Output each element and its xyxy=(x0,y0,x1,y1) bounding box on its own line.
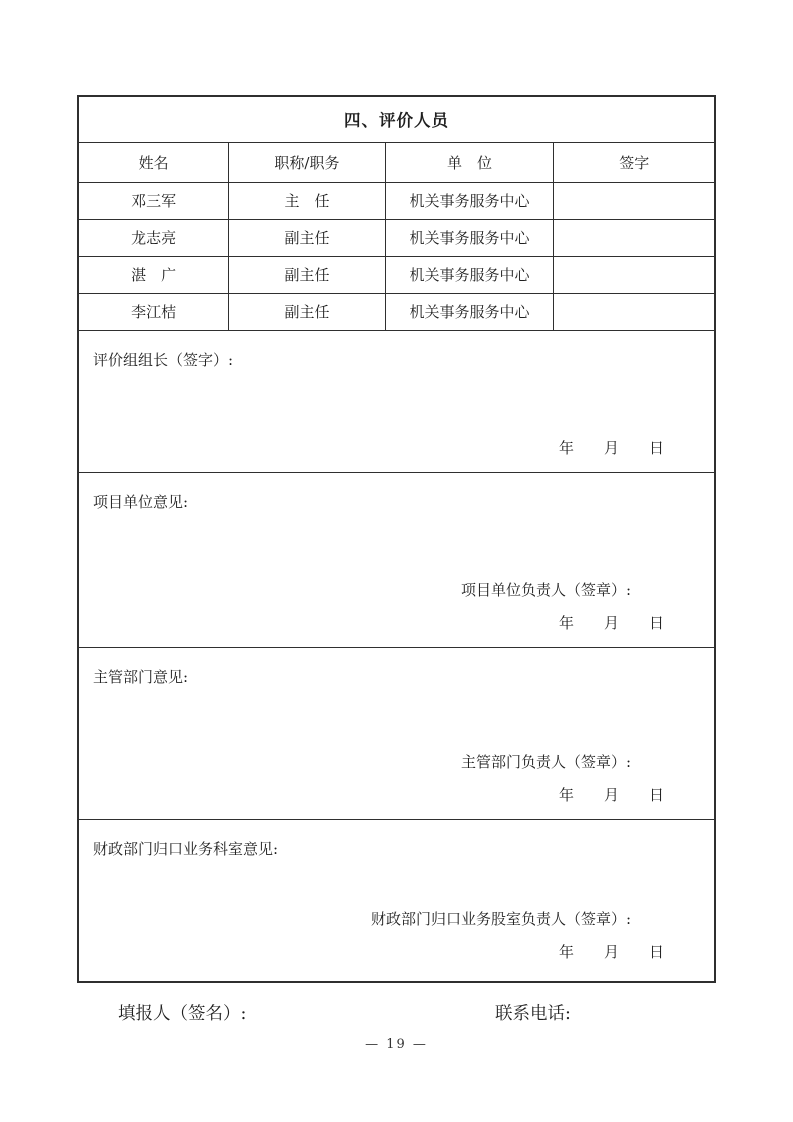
signature-cell xyxy=(554,293,714,330)
table-row xyxy=(79,293,714,330)
table-header-row xyxy=(79,142,714,182)
form-footer xyxy=(0,1000,793,1024)
unit-cell: 机关事务服务中心 xyxy=(385,219,554,256)
name-cell: 邓三军 xyxy=(79,182,229,219)
section-title: 四、评价人员 xyxy=(79,97,714,142)
name-cell: 湛 广 xyxy=(79,256,229,293)
date-line: 年 月 日 xyxy=(558,942,664,961)
col-header-signature: 签字 xyxy=(554,142,714,182)
name-cell: 龙志亮 xyxy=(79,219,229,256)
col-header-unit: 单 位 xyxy=(385,142,554,182)
contact-phone-label: 联系电话: xyxy=(495,1004,571,1024)
filler-signature-label: 填报人（签名）: xyxy=(118,1004,247,1024)
table-row xyxy=(79,182,714,219)
section-label: 财政部门归口业务科室意见: xyxy=(93,839,279,858)
date-line: 年 月 日 xyxy=(558,613,664,632)
table-row xyxy=(79,219,714,256)
signature-cell xyxy=(554,182,714,219)
name-cell: 李江桔 xyxy=(79,293,229,330)
signature-cell xyxy=(554,256,714,293)
title-cell: 副主任 xyxy=(229,293,385,330)
unit-cell: 机关事务服务中心 xyxy=(385,182,554,219)
date-line: 年 月 日 xyxy=(558,438,664,457)
unit-cell: 机关事务服务中心 xyxy=(385,256,554,293)
section-project-unit-opinion xyxy=(79,473,714,648)
title-cell: 主 任 xyxy=(229,182,385,219)
section-label: 项目单位意见: xyxy=(93,492,189,511)
signature-cell xyxy=(554,219,714,256)
personnel-table xyxy=(79,97,714,331)
col-header-title: 职称/职务 xyxy=(229,142,385,182)
section-supervising-department-opinion xyxy=(79,648,714,820)
section-label: 评价组组长（签字）: xyxy=(93,350,234,369)
evaluation-form xyxy=(77,95,716,983)
signer-label: 财政部门归口业务股室负责人（签章）: xyxy=(370,909,631,928)
page-number: — 19 — xyxy=(365,1037,428,1052)
title-cell: 副主任 xyxy=(229,219,385,256)
signer-label: 项目单位负责人（签章）: xyxy=(460,580,631,599)
col-header-name: 姓名 xyxy=(79,142,229,182)
section-finance-department-opinion xyxy=(79,820,714,982)
title-cell: 副主任 xyxy=(229,256,385,293)
section-evaluation-group-leader xyxy=(79,331,714,473)
section-label: 主管部门意见: xyxy=(93,667,189,686)
table-title-row xyxy=(79,97,714,142)
signer-label: 主管部门负责人（签章）: xyxy=(460,752,631,771)
table-row xyxy=(79,256,714,293)
date-line: 年 月 日 xyxy=(558,785,664,804)
unit-cell: 机关事务服务中心 xyxy=(385,293,554,330)
